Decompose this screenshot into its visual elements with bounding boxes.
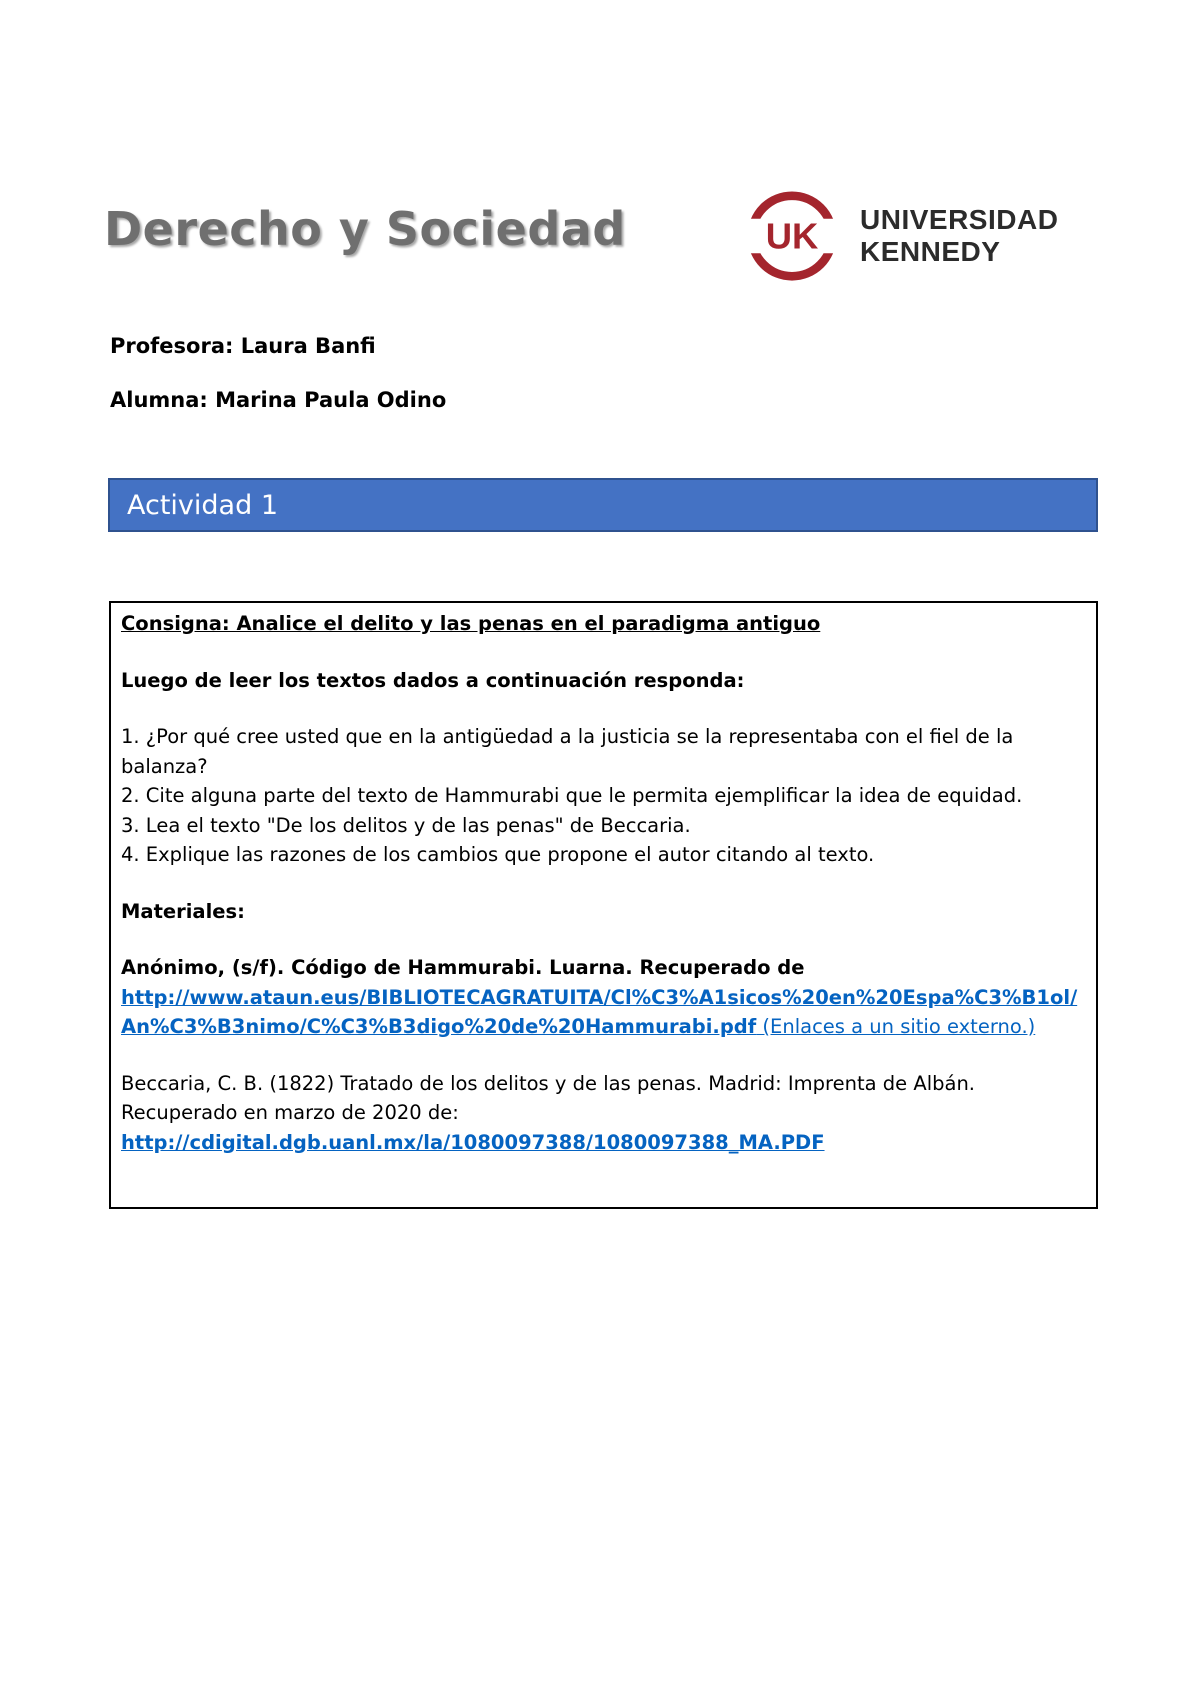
material-hammurabi: [121, 953, 1086, 1042]
assignment-intro: Luego de leer los textos dados a continuación responda:: [121, 668, 745, 692]
material-citation: Anónimo, (s/f). Código de Hammurabi. Luarna. Recuperado de: [121, 956, 805, 979]
material-beccaria: [121, 1069, 1086, 1158]
assignment-box: [109, 601, 1098, 1209]
uk-logo-icon: [744, 190, 840, 282]
question-item: 1. ¿Por qué cree usted que en la antigüedad a la justicia se la representaba con el fiel de la balanza?: [121, 725, 1014, 778]
question-item: 4. Explique las razones de los cambios que propone el autor citando al texto.: [121, 843, 875, 866]
materials-heading: Materiales:: [121, 899, 245, 923]
logo-monogram: UK: [765, 215, 819, 257]
question-item: 2. Cite alguna parte del texto de Hammurabi que le permita ejemplificar la idea de equidad.: [121, 784, 1023, 807]
university-logo: [744, 190, 1058, 282]
student-name: Alumna: Marina Paula Odino: [110, 388, 447, 412]
hammurabi-link[interactable]: http://www.ataun.eus/BIBLIOTECAGRATUITA/Cl%C3%A1sicos%20en%20Espa%C3%B1ol/An%C3%B3nimo/C%C3%B3digo%20de%20Hammurabi.pdf: [121, 985, 1078, 1038]
assignment-prompt: Consigna: Analice el delito y las penas en el paradigma antiguo: [121, 612, 821, 635]
logo-line-kennedy: KENNEDY: [860, 236, 1001, 267]
activity-header: [108, 478, 1098, 532]
material-citation: Beccaria, C. B. (1822) Tratado de los delitos y de las penas. Madrid: Imprenta de Albán.: [121, 1071, 976, 1095]
material-retrieved: Recuperado en marzo de 2020 de:: [121, 1101, 459, 1124]
beccaria-link[interactable]: http://cdigital.dgb.uanl.mx/la/1080097388/1080097388_MA.PDF: [121, 1130, 825, 1154]
question-item: 3. Lea el texto "De los delitos y de las penas" de Beccaria.: [121, 813, 691, 837]
teacher-name: Profesora: Laura Banfi: [110, 334, 376, 358]
course-title: Derecho y Sociedad: [104, 202, 626, 256]
logo-line-university: UNIVERSIDAD: [860, 204, 1059, 235]
activity-label: Actividad 1: [127, 489, 278, 521]
external-link-note[interactable]: (Enlaces a un sitio externo.): [756, 1015, 1036, 1038]
